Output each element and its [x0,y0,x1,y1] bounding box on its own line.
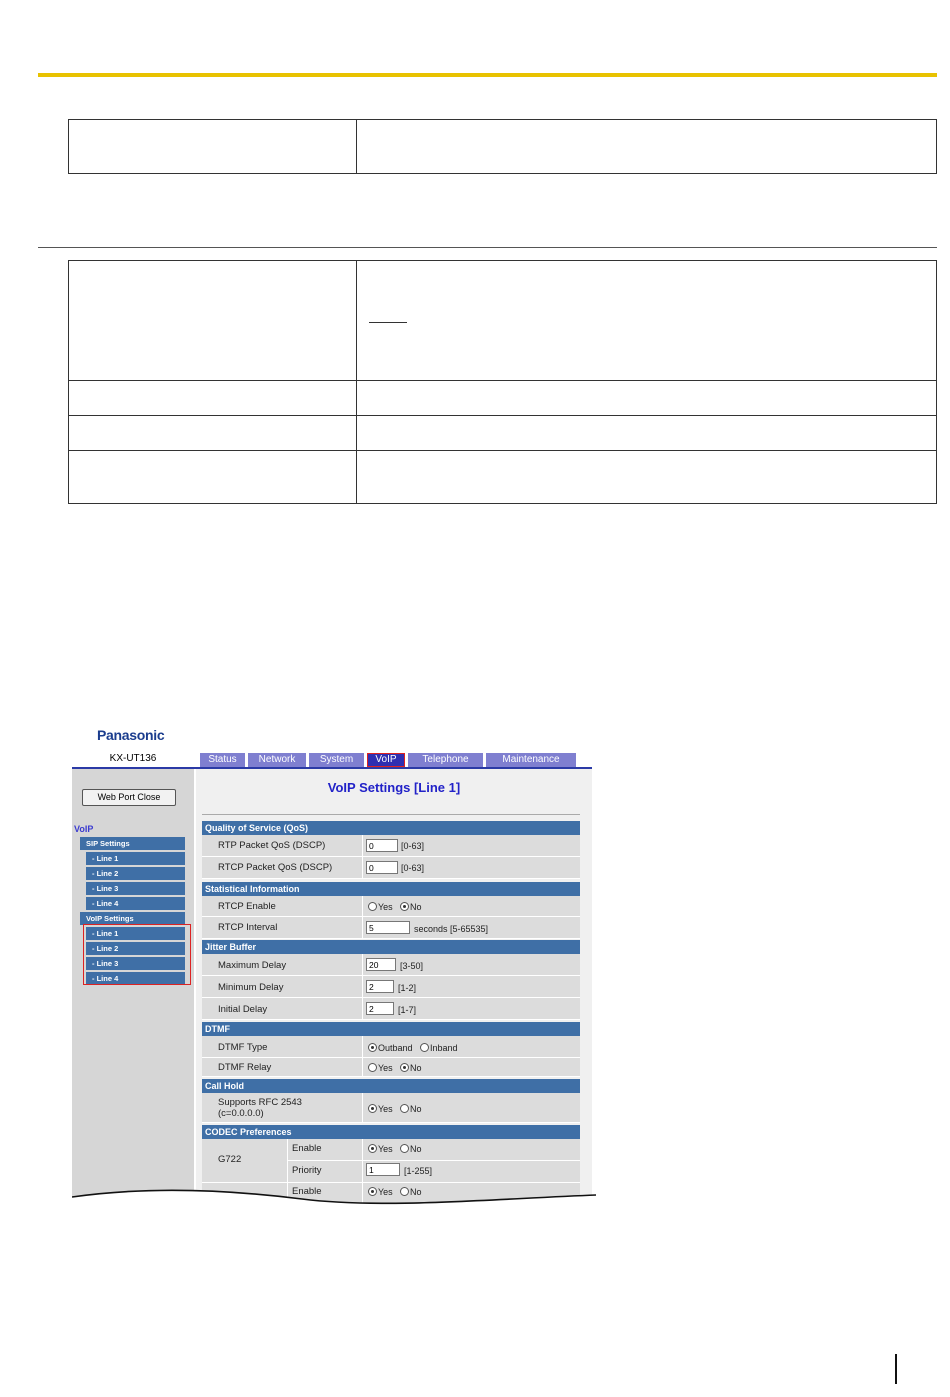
row-hint: [0-63] [401,841,425,851]
row-initial-delay [202,998,580,1020]
dtmf-relay-no-radio[interactable]: No [400,1063,422,1073]
sidebar-item-sip-line-4[interactable]: - Line 4 [86,897,185,910]
section-qos: Quality of Service (QoS) [202,821,580,835]
web-port-close-button[interactable]: Web Port Close [82,789,176,806]
enable-label: Enable [292,1143,322,1154]
max-delay-input[interactable]: 20 [366,958,396,971]
row-hint: [3-50] [400,961,424,971]
doc-cell [69,451,357,504]
radio-selected-icon [368,1043,377,1052]
section-dtmf: DTMF [202,1022,580,1036]
row-dtmf-type [202,1036,580,1058]
page-title: VoIP Settings [Line 1] [327,780,461,795]
sidebar-item-sip-settings[interactable]: SIP Settings [80,837,185,850]
sidebar-voip-heading[interactable]: VoIP [74,824,94,834]
rtcp-qos-input[interactable]: 0 [366,861,398,874]
sidebar-item-voip-line-1[interactable]: - Line 1 [86,927,185,940]
row-hint: seconds [5-65535] [414,924,489,934]
tab-status[interactable]: Status [200,753,245,767]
torn-edge-wave [72,1189,596,1207]
sidebar [72,769,194,1207]
row-label: DTMF Type [218,1042,268,1053]
row-maximum-delay [202,954,580,976]
radio-selected-icon [400,1063,409,1072]
doc-cell [357,120,937,174]
sidebar-item-voip-line-4[interactable]: - Line 4 [86,972,185,985]
row-g722 [202,1139,580,1183]
initial-delay-input[interactable]: 2 [366,1002,394,1015]
doc-table-main [68,260,937,504]
radio-icon [368,902,377,911]
doc-cell [357,451,937,504]
sidebar-item-voip-line-3[interactable]: - Line 3 [86,957,185,970]
row-rtcp-interval [202,917,580,939]
sidebar-item-sip-line-3[interactable]: - Line 3 [86,882,185,895]
section-codec-preferences: CODEC Preferences [202,1125,580,1139]
doc-cell [357,416,937,451]
note-underline [369,322,407,323]
rfc2543-yes-radio[interactable]: Yes [368,1104,393,1114]
brand-logo: Panasonic [97,727,165,743]
sidebar-item-voip-settings[interactable]: VoIP Settings [80,912,185,925]
priority-label: Priority [292,1165,322,1176]
g722-priority-input[interactable]: 1 [366,1163,400,1176]
enable-label: Enable [292,1186,322,1197]
voip-settings-screenshot [72,727,596,1207]
row-label: Minimum Delay [218,982,284,993]
row-label: RTCP Enable [218,901,276,912]
rtcp-interval-input[interactable]: 5 [366,921,410,934]
row-rtcp-enable [202,896,580,917]
doc-table-top [68,119,937,174]
settings-content [196,769,592,1207]
radio-icon [420,1043,429,1052]
page-edge-mark [895,1354,897,1384]
selection-highlight-box [83,924,191,985]
doc-cell [69,120,357,174]
radio-selected-icon [368,1104,377,1113]
min-delay-input[interactable]: 2 [366,980,394,993]
row-label: Initial Delay [218,1004,268,1015]
row-label: Supports RFC 2543 (c=0.0.0.0) [218,1097,302,1119]
rtp-qos-input[interactable]: 0 [366,839,398,852]
row-label: RTCP Interval [218,922,278,933]
tab-system[interactable]: System [309,753,364,767]
row-dtmf-relay [202,1058,580,1077]
doc-cell [69,381,357,416]
radio-selected-icon [400,902,409,911]
row-rfc2543 [202,1093,580,1123]
radio-selected-icon [368,1144,377,1153]
radio-icon [400,1104,409,1113]
dtmf-inband-radio[interactable]: Inband [420,1043,458,1053]
sidebar-item-sip-line-2[interactable]: - Line 2 [86,867,185,880]
row-hint: [1-7] [398,1005,417,1015]
title-divider [202,814,580,815]
doc-cell [69,416,357,451]
row-hint: [1-255] [404,1166,433,1176]
rtcp-enable-yes-radio[interactable]: Yes [368,902,393,912]
doc-cell [69,261,357,381]
row-hint: [0-63] [401,863,425,873]
sidebar-item-sip-line-1[interactable]: - Line 1 [86,852,185,865]
g722-enable-no-radio[interactable]: No [400,1144,422,1154]
section-statistical: Statistical Information [202,882,580,896]
section-rule [38,247,937,248]
rtcp-enable-no-radio[interactable]: No [400,902,422,912]
doc-cell [357,381,937,416]
tab-network[interactable]: Network [248,753,306,767]
section-jitter-buffer: Jitter Buffer [202,940,580,954]
row-rtp-qos [202,835,580,857]
tab-telephone[interactable]: Telephone [408,753,483,767]
dtmf-outband-radio[interactable]: Outband [368,1043,413,1053]
row-minimum-delay [202,976,580,998]
radio-icon [400,1144,409,1153]
row-label: DTMF Relay [218,1062,272,1073]
dtmf-relay-yes-radio[interactable]: Yes [368,1063,393,1073]
row-hint: [1-2] [398,983,417,993]
doc-cell [357,261,937,381]
next-enable-no-radio[interactable]: No [400,1187,422,1197]
tab-voip[interactable]: VoIP [367,753,405,767]
header-accent-bar [38,73,937,77]
next-enable-yes-radio[interactable]: Yes [368,1187,393,1197]
row-label: Maximum Delay [218,960,287,971]
model-name: KX-UT136 [109,753,157,764]
rfc2543-no-radio[interactable]: No [400,1104,422,1114]
row-label: RTP Packet QoS (DSCP) [218,840,326,851]
tab-maintenance[interactable]: Maintenance [486,753,576,767]
radio-icon [368,1063,377,1072]
row-rtcp-qos [202,857,580,879]
row-label: RTCP Packet QoS (DSCP) [218,862,333,873]
g722-enable-yes-radio[interactable]: Yes [368,1144,393,1154]
sidebar-item-voip-line-2[interactable]: - Line 2 [86,942,185,955]
section-call-hold: Call Hold [202,1079,580,1093]
codec-name: G722 [218,1154,242,1165]
